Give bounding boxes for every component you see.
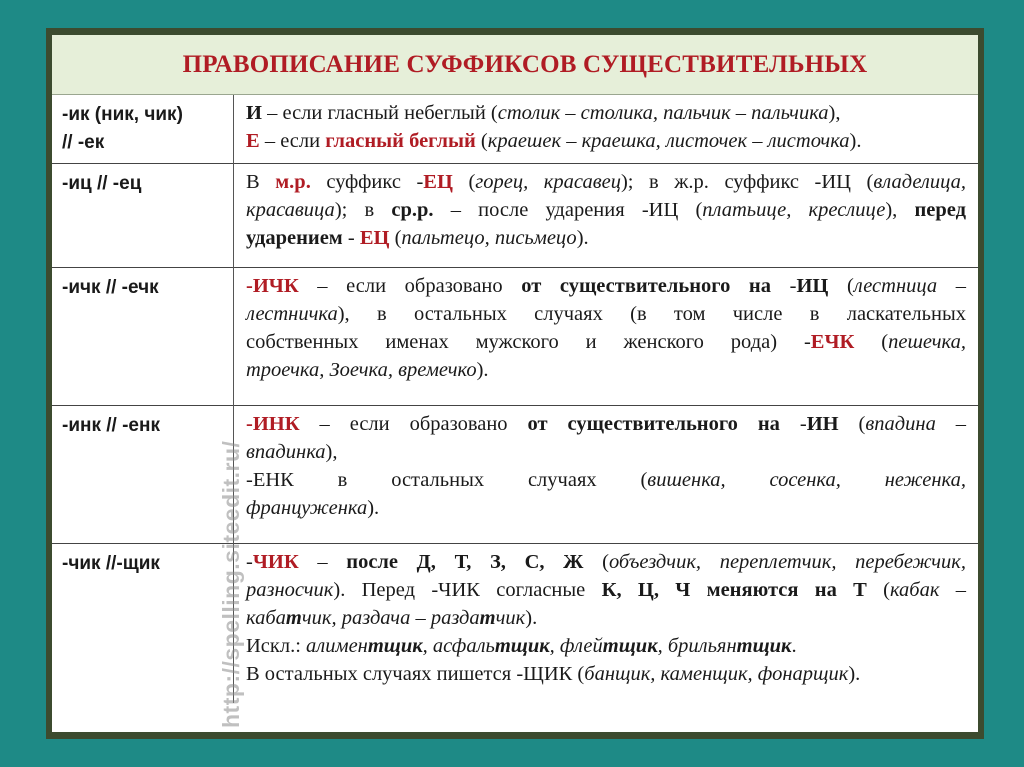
page-title: ПРАВОПИСАНИЕ СУФФИКСОВ СУЩЕСТВИТЕЛЬНЫХ: [182, 50, 868, 78]
rule-text-segment: В: [246, 170, 276, 193]
rule-line: [246, 99, 966, 127]
rule-text-segment: каба: [246, 606, 286, 629]
rule-text-segment: ,: [549, 634, 560, 657]
rule-text-segment: (: [583, 550, 609, 573]
suffix-cell: [52, 163, 234, 267]
table-row: [52, 267, 978, 405]
rule-text-segment: ).: [367, 496, 380, 519]
rule-cell: [234, 543, 979, 703]
rule-line: [246, 494, 966, 522]
rule-text-segment: ).: [849, 130, 862, 152]
rule-text-segment: лестничка: [246, 302, 338, 325]
table-row: [52, 163, 978, 267]
rule-cell: [234, 95, 979, 163]
rule-text-segment: -ИЧК: [246, 274, 299, 297]
rule-text-segment: ,: [657, 634, 668, 657]
rule-text-segment: ИН: [806, 412, 839, 435]
rule-line: [246, 127, 966, 155]
table-row: [52, 405, 978, 543]
rule-text-segment: (: [452, 170, 476, 193]
rule-text-segment: впадина –: [865, 412, 967, 435]
rule-text-segment: ЕЦ: [423, 170, 453, 193]
rule-text-segment: пешечка,: [888, 330, 966, 353]
suffix-label: -ик (ник, чик): [62, 104, 183, 125]
rule-text-segment: -ИНК: [246, 412, 300, 435]
rule-text-segment: – если образовано: [299, 412, 528, 435]
rule-text-segment: (: [389, 226, 402, 249]
rule-text-segment: ЧИК: [252, 550, 299, 573]
rule-text-segment: – после ударения -ИЦ (: [433, 198, 703, 221]
rule-line: [246, 632, 966, 660]
title-bar: [52, 35, 978, 95]
rule-text-segment: лестница –: [853, 274, 966, 297]
rule-text-segment: кабак –: [889, 578, 967, 601]
rule-text-segment: ), в остальных случаях (в том числе в ласкательных: [337, 302, 966, 325]
rule-text-segment: после Д, Т, З, С, Ж: [346, 550, 584, 573]
rule-text-segment: ИЦ: [796, 274, 829, 297]
rule-text-segment: красавица: [246, 198, 335, 221]
rule-text-segment: асфаль: [432, 634, 495, 657]
rule-text-segment: ); в: [334, 198, 392, 221]
rule-text-segment: банщик, каменщик, фонарщик: [584, 662, 849, 685]
rule-line: [246, 548, 966, 576]
rule-line: [246, 224, 966, 252]
rule-text-segment: – если гласный небеглый (: [261, 102, 498, 124]
rule-text-segment: впадинка: [246, 440, 326, 463]
rule-text-segment: суффикс -: [310, 170, 424, 193]
rule-text-segment: (: [475, 130, 488, 152]
rule-line: [246, 410, 966, 438]
rule-text-segment: тщик: [736, 634, 792, 657]
rule-text-segment: ЕЦ: [359, 226, 390, 249]
rule-text-segment: ).: [476, 358, 489, 381]
rule-text-segment: т: [285, 606, 302, 629]
rule-text-segment: разносчик: [246, 578, 334, 601]
rule-text-segment: ,: [422, 634, 433, 657]
rules-sheet: [52, 35, 978, 732]
table-row: [52, 543, 978, 703]
rule-text-segment: от существительного на: [527, 412, 780, 435]
suffix-cell: [52, 95, 234, 163]
rule-text-segment: вишенка, сосенка, неженка,: [647, 468, 966, 491]
rule-text-segment: ),: [885, 198, 915, 221]
rule-text-segment: м.р.: [275, 170, 311, 193]
rule-text-segment: т: [479, 606, 496, 629]
rule-text-segment: француженка: [246, 496, 368, 519]
rule-text-segment: объездчик, переплетчик, перебежчик,: [608, 550, 967, 573]
rule-text-segment: чик: [495, 606, 526, 629]
suffix-cell: [52, 543, 234, 703]
rule-text-segment: собственных именах мужского и женского рода) -: [246, 330, 811, 353]
rule-text-segment: (: [854, 330, 889, 353]
rule-text-segment: перед: [914, 198, 967, 221]
rule-text-segment: К, Ц, Ч меняются на Т: [601, 578, 867, 601]
rule-line: [246, 168, 966, 196]
rule-line: [246, 660, 966, 688]
rule-text-segment: – если: [259, 130, 326, 152]
rule-text-segment: ),: [325, 440, 338, 463]
rule-text-segment: ).: [525, 606, 538, 629]
rule-line: [246, 272, 966, 300]
rule-text-segment: -: [246, 550, 253, 573]
suffix-label: -ичк // -ечк: [62, 276, 159, 298]
rule-line: [246, 576, 966, 604]
rule-line: [246, 356, 966, 384]
rule-text-segment: (: [866, 578, 890, 601]
rule-text-segment: ).: [576, 226, 589, 249]
rule-text-segment: ).: [848, 662, 861, 685]
rule-text-segment: ). Перед -ЧИК согласные: [333, 578, 602, 601]
suffix-label: -инк // -енк: [62, 414, 160, 436]
rule-text-segment: от существительного на: [521, 274, 771, 297]
rule-text-segment: алимен: [306, 634, 368, 657]
rule-text-segment: .: [791, 634, 797, 657]
rule-text-segment: пальтецо, письмецо: [401, 226, 577, 249]
rule-text-segment: ),: [828, 102, 841, 124]
table-row: [52, 95, 978, 163]
rule-line: [246, 300, 966, 328]
rule-text-segment: ); в ж.р. суффикс -ИЦ (: [620, 170, 874, 193]
rule-text-segment: тщик: [367, 634, 423, 657]
rule-text-segment: ср.р.: [391, 198, 434, 221]
rule-text-segment: Е: [246, 130, 260, 152]
rule-line: [246, 604, 966, 632]
rule-text-segment: -: [342, 226, 360, 249]
rule-text-segment: краешек – краешка, листочек – листочка: [487, 130, 850, 152]
suffix-label: -чик //-щик: [62, 552, 160, 574]
suffix-label: // -ек: [62, 132, 105, 153]
rule-text-segment: столик – столика, пальчик – пальчика: [497, 102, 829, 124]
rule-text-segment: – если образовано: [298, 274, 522, 297]
rule-line: [246, 328, 966, 356]
rule-text-segment: –: [298, 550, 347, 573]
rule-text-segment: В остальных случаях пишется -ЩИК (: [246, 662, 585, 685]
rule-text-segment: платьице, креслице: [702, 198, 886, 221]
rule-text-segment: И: [246, 102, 262, 124]
rule-text-segment: тщик: [602, 634, 658, 657]
rule-text-segment: брильян: [667, 634, 737, 657]
rule-cell: [234, 163, 979, 267]
rule-text-segment: ударением: [246, 226, 343, 249]
rule-text-segment: чик, раздача – разда: [301, 606, 480, 629]
rule-text-segment: гласный беглый: [325, 130, 476, 152]
rule-text-segment: (: [838, 412, 866, 435]
rule-cell: [234, 405, 979, 543]
rule-text-segment: -: [779, 412, 807, 435]
watermark-url: http://spelling.siteedit.ru/: [218, 440, 244, 728]
rule-text-segment: горец, красавец: [475, 170, 621, 193]
rule-text-segment: -: [771, 274, 797, 297]
suffix-cell: [52, 405, 234, 543]
rule-text-segment: -ЕНК в остальных случаях (: [246, 468, 648, 491]
rule-line: [246, 196, 966, 224]
rule-text-segment: тщик: [494, 634, 550, 657]
rule-text-segment: ЕЧК: [810, 330, 855, 353]
rule-line: [246, 466, 966, 494]
rule-text-segment: (: [828, 274, 854, 297]
rule-text-segment: флей: [559, 634, 603, 657]
rule-text-segment: владелица,: [873, 170, 966, 193]
rule-text-segment: троечка, Зоечка, времечко: [246, 358, 477, 381]
rule-cell: [234, 267, 979, 405]
suffix-rules-table: [52, 95, 978, 703]
rule-text-segment: Искл.:: [246, 634, 307, 657]
rule-line: [246, 438, 966, 466]
suffix-cell: [52, 267, 234, 405]
suffix-label: -иц // -ец: [62, 172, 142, 194]
